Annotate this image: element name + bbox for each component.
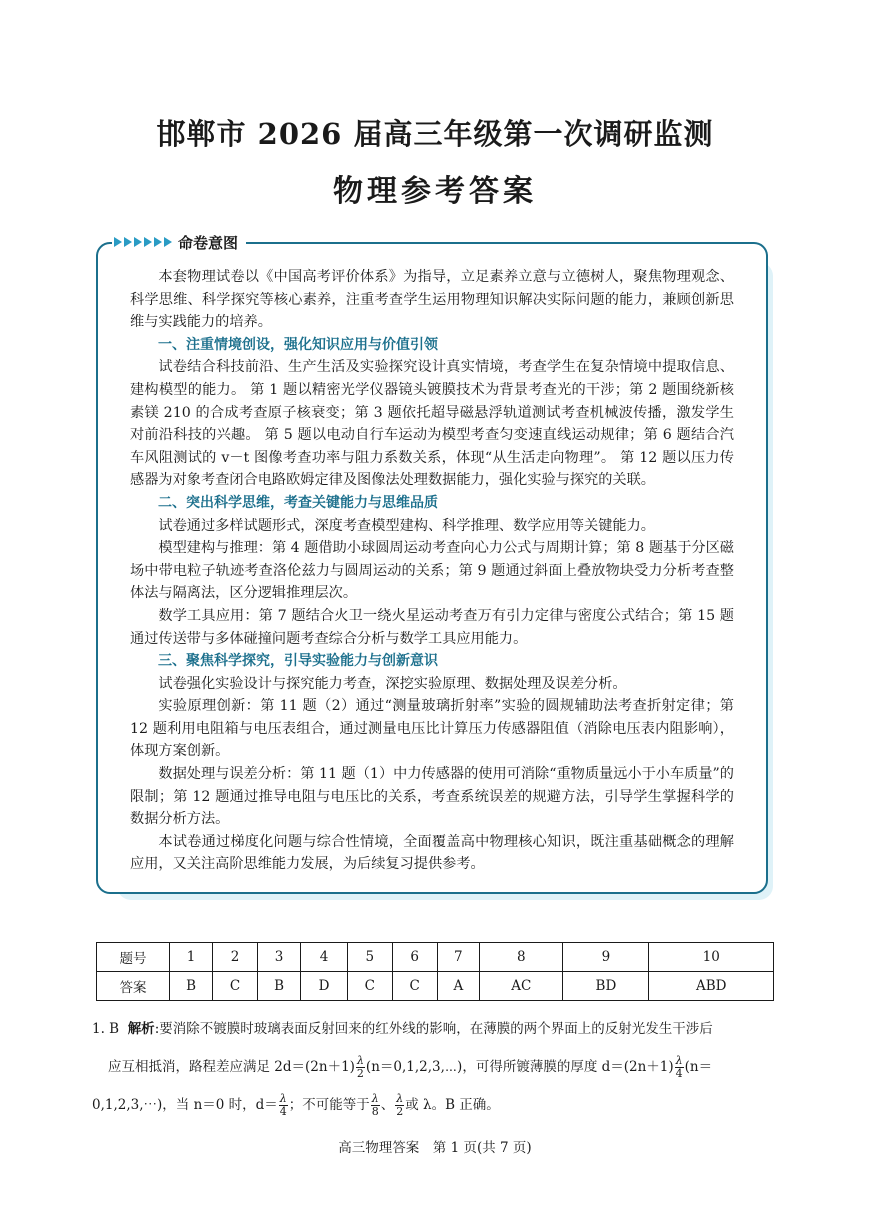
section-heading-3: 三、聚焦科学探究，引导实验能力与创新意识 [158, 653, 438, 670]
table-cell: A [437, 972, 479, 1001]
section-1-paragraph: 试卷结合科技前沿、生产生活及实验探究设计真实情境，考查学生在复杂情境中提取信息、建构模型的能力。 第 1 题以精密光学仪器镜头镀膜技术为背景考查光的干涉；第 2 题围绕新核素镁 210 的合成考查原子核衰变；第 3 题依托超导磁悬浮轨道测试考查机械波传播，激发学生对前沿科技的兴趣。 第 5 题以电动自行车运动为模型考查匀变速直线运动规律；第 6 题结合汽车风阻测试的 v－t 图像考查功率与阻力系数关系，体现“从生活走向物理”。 第 12 题以压力传感器为对象考查闭合电路欧姆定律及图像法处理数据能力，强化实验与探究的关联。 [130, 359, 734, 489]
question-number: 1. B [92, 1021, 120, 1037]
table-cell: 1 [170, 943, 213, 972]
intent-content [130, 266, 734, 876]
explanation-text: 应互相抵消，路程差应满足 2d＝(2n＋1) [108, 1059, 355, 1075]
section-3-paragraph-2: 实验原理创新：第 11 题（2）通过“测量玻璃折射率”实验的圆规辅助法考查折射定律；第 12 题利用电阻箱与电压表组合，通过测量电压比计算压力传感器阻值（消除电压表内阻影响），体现方案创新。 [130, 698, 734, 760]
explanation-line-2 [92, 1048, 782, 1086]
section-3-paragraph-1: 试卷强化实验设计与探究能力考查，深挖实验原理、数据处理及误差分析。 [158, 675, 627, 692]
table-cell: ABD [649, 972, 774, 1001]
explanation-text: (n＝0,1,2,3,⋯)，可得所镀薄膜的厚度 d＝(2n＋1) [365, 1059, 674, 1075]
intent-box-title: 命卷意图 [178, 233, 239, 252]
table-cell: 4 [301, 943, 348, 972]
fraction: $\frac{\lambda}{2}$ [356, 1054, 364, 1080]
table-cell: BD [563, 972, 649, 1001]
explanation-text: 、 [380, 1097, 395, 1113]
table-row [97, 943, 774, 972]
explanation-label: 解析 [127, 1021, 155, 1037]
table-cell: 6 [392, 943, 437, 972]
explanation-text: 或 λ。B 正确。 [405, 1097, 500, 1113]
page-subtitle: 物理参考答案 [333, 174, 537, 209]
explanation-line-1 [92, 1010, 782, 1048]
explanation-text: :要消除不镀膜时玻璃表面反射回来的红外线的影响，在薄膜的两个界面上的反射光发生干涉后 [154, 1021, 713, 1037]
answer-table [96, 942, 774, 1001]
table-cell: B [170, 972, 213, 1001]
explanation-text: ；不可能等于 [288, 1097, 370, 1113]
intent-intro: 本套物理试卷以《中国高考评价体系》为指导，立足素养立意与立德树人，聚焦物理观念、科学思维、科学探究等核心素养，注重考查学生运用物理知识解决实际问题的能力，兼顾创新思维与实践能力的培养。 [130, 269, 734, 331]
section-2-paragraph-3: 数学工具应用：第 7 题结合火卫一绕火星运动考查万有引力定律与密度公式结合；第 15 题通过传送带与多体碰撞问题考查综合分析与数学工具应用能力。 [130, 607, 734, 647]
table-cell: 8 [480, 943, 563, 972]
table-cell: 5 [347, 943, 392, 972]
section-2-paragraph-1: 试卷通过多样试题形式，深度考查模型建构、科学推理、数学应用等关键能力。 [158, 517, 655, 534]
table-cell: AC [480, 972, 563, 1001]
section-2-paragraph-2: 模型建构与推理：第 4 题借助小球圆周运动考查向心力公式与周期计算；第 8 题基于分区磁场中带电粒子轨迹考查洛伦兹力与圆周运动的关系；第 9 题通过斜面上叠放物块受力分析考查整体法与隔离法，区分逻辑推理层次。 [130, 540, 734, 602]
page-title: 邯郸市 2026 届高三年级第一次调研监测 [156, 117, 714, 151]
table-cell: D [301, 972, 348, 1001]
table-cell: 10 [649, 943, 774, 972]
fraction: $\frac{\lambda}{4}$ [279, 1092, 287, 1118]
explanation-text: (n＝ [684, 1059, 713, 1075]
row-label-question: 题号 [97, 943, 170, 972]
table-cell: B [258, 972, 301, 1001]
section-heading-1: 一、注重情境创设，强化知识应用与价值引领 [158, 336, 438, 353]
table-cell: C [347, 972, 392, 1001]
arrow-decoration-icon [114, 237, 172, 247]
table-cell: 7 [437, 943, 479, 972]
explanation-text: 0,1,2,3,⋯)，当 n＝0 时，d＝ [92, 1097, 278, 1113]
fraction: $\frac{\lambda}{8}$ [371, 1092, 379, 1118]
table-cell: C [392, 972, 437, 1001]
section-heading-2: 二、突出科学思维，考查关键能力与思维品质 [158, 494, 438, 511]
table-cell: 9 [563, 943, 649, 972]
section-3-paragraph-3: 数据处理与误差分析：第 11 题（1）中力传感器的使用可消除“重物质量远小于小车质量”的限制；第 12 题通过推导电阻与电压比的关系，考查系统误差的规避方法，引导学生掌握科学的数据分析方法。 [130, 766, 734, 828]
closing-paragraph: 本试卷通过梯度化问题与综合性情境，全面覆盖高中物理核心知识，既注重基础概念的理解应用，又关注高阶思维能力发展，为后续复习提供参考。 [130, 833, 734, 873]
table-cell: 2 [213, 943, 258, 972]
fraction: $\frac{\lambda}{2}$ [396, 1092, 404, 1118]
intent-box-header [112, 230, 246, 254]
table-cell: C [213, 972, 258, 1001]
table-row [97, 972, 774, 1001]
page-footer: 高三物理答案 第 1 页(共 7 页) [338, 1140, 532, 1156]
fraction: $\frac{\lambda}{4}$ [675, 1054, 683, 1080]
explanation-1 [92, 1010, 782, 1124]
table-cell: 3 [258, 943, 301, 972]
row-label-answer: 答案 [97, 972, 170, 1001]
explanation-line-3 [92, 1086, 782, 1124]
